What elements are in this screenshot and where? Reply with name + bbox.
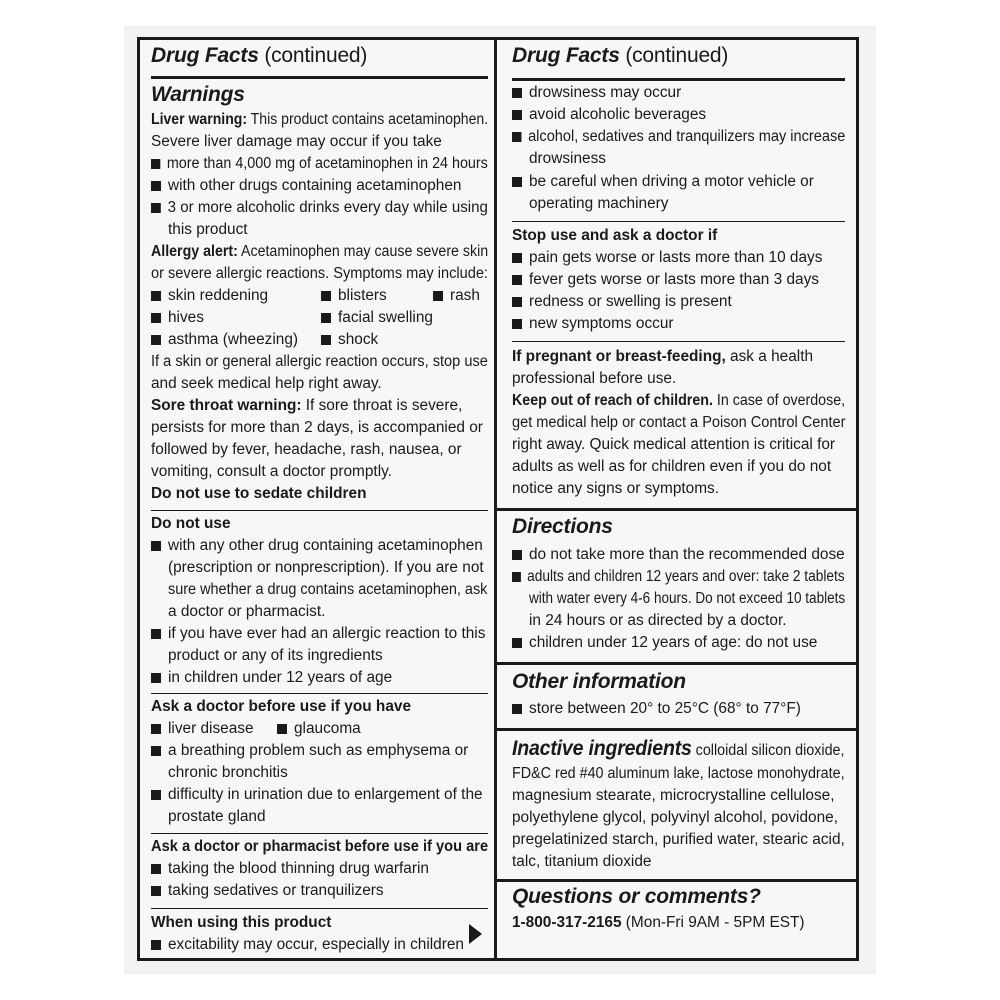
keep-out-label: Keep out of reach of children. bbox=[512, 392, 713, 409]
section-rule bbox=[151, 510, 488, 511]
inactive-line: talc, titanium dioxide bbox=[512, 853, 652, 870]
bullet-square-icon bbox=[151, 159, 160, 169]
bullet-square-icon bbox=[321, 335, 331, 345]
list-item-text: new symptoms occur bbox=[529, 315, 674, 332]
section-rule bbox=[151, 908, 488, 909]
bullet-square-icon bbox=[512, 275, 522, 285]
list-item-text: taking sedatives or tranquilizers bbox=[168, 882, 384, 899]
list-item-text: difficulty in urination due to enlargement of the bbox=[168, 786, 483, 803]
keep-out-line1 bbox=[512, 390, 845, 412]
section-rule-heavy bbox=[497, 662, 859, 665]
sore-throat-line: followed by fever, headache, rash, nausea, or bbox=[151, 441, 462, 458]
sore-throat-line1 bbox=[151, 395, 462, 417]
inactive-ingredients-title: Inactive ingredients bbox=[512, 737, 692, 760]
list-item-text: avoid alcoholic beverages bbox=[529, 106, 707, 123]
bullet-square-icon bbox=[151, 746, 161, 756]
continued-text: (continued) bbox=[625, 44, 729, 67]
inactive-line: FD&C red #40 aluminum lake, lactose monohydrate, bbox=[512, 765, 845, 782]
list-item bbox=[151, 623, 485, 645]
list-item bbox=[512, 104, 706, 126]
inactive-line: polyethylene glycol, polyvinyl alcohol, povidone, bbox=[512, 809, 838, 826]
other-info-title: Other information bbox=[512, 670, 686, 693]
list-item bbox=[151, 535, 483, 557]
drug-facts-title: Drug Facts bbox=[512, 44, 620, 67]
pregnant-line1 bbox=[512, 346, 813, 368]
symptom-item bbox=[321, 329, 378, 351]
list-item-text: alcohol, sedatives and tranquilizers may increase bbox=[528, 128, 846, 145]
bullet-square-icon bbox=[321, 291, 331, 301]
list-item-text: store between 20° to 25°C (68° to 77°F) bbox=[529, 700, 801, 717]
warnings-title: Warnings bbox=[151, 83, 245, 106]
symptom-text: blisters bbox=[338, 287, 387, 304]
liver-warning-line1 bbox=[151, 109, 488, 131]
list-item-text: more than 4,000 mg of acetaminophen in 24 hours bbox=[166, 155, 488, 172]
symptom-item bbox=[151, 307, 204, 329]
list-item bbox=[512, 126, 845, 148]
list-item bbox=[512, 313, 674, 335]
phone-number: 1-800-317-2165 bbox=[512, 914, 622, 931]
bullet-square-icon bbox=[512, 177, 522, 187]
list-item-cont: sure whether a drug contains acetaminophen, ask bbox=[168, 581, 488, 598]
liver-warning-label: Liver warning: bbox=[151, 111, 248, 128]
list-item bbox=[512, 698, 801, 720]
list-item bbox=[512, 291, 732, 313]
bullet-square-icon bbox=[512, 319, 522, 329]
sore-throat-line: persists for more than 2 days, is accompanied or bbox=[151, 419, 483, 436]
inactive-line: pregelatinized starch, purified water, stearic acid, bbox=[512, 831, 845, 848]
list-item-text: taking the blood thinning drug warfarin bbox=[168, 860, 429, 877]
keep-out-line: notice any signs or symptoms. bbox=[512, 480, 719, 497]
symptom-text: shock bbox=[338, 331, 379, 348]
bullet-square-icon bbox=[151, 335, 161, 345]
symptom-item bbox=[151, 329, 298, 351]
list-item bbox=[512, 269, 819, 291]
bullet-square-icon bbox=[512, 110, 522, 120]
list-item bbox=[512, 171, 814, 193]
list-item-cont: drowsiness bbox=[529, 150, 606, 167]
symptom-item bbox=[321, 285, 387, 307]
section-rule bbox=[151, 833, 488, 834]
list-item bbox=[277, 718, 361, 740]
pregnant-label: If pregnant or breast-feeding, bbox=[512, 348, 726, 365]
list-item bbox=[512, 247, 822, 269]
ask-doctor-title: Ask a doctor before use if you have bbox=[151, 698, 412, 715]
keep-out-line: adults as well as for children even if you do not bbox=[512, 458, 832, 475]
do-not-use-title: Do not use bbox=[151, 515, 231, 532]
list-item-text: with other drugs containing acetaminophen bbox=[168, 177, 462, 194]
bullet-square-icon bbox=[151, 203, 161, 213]
list-item bbox=[512, 82, 681, 104]
symptom-item bbox=[151, 285, 268, 307]
section-rule bbox=[151, 693, 488, 694]
list-item-cont: in 24 hours or as directed by a doctor. bbox=[529, 612, 787, 629]
column-divider bbox=[494, 37, 497, 961]
ask-pharmacist-title: Ask a doctor or pharmacist before use if you are bbox=[151, 838, 489, 855]
symptom-text: rash bbox=[450, 287, 480, 304]
list-item-text: adults and children 12 years and over: take 2 tablets bbox=[527, 568, 845, 585]
list-item-text: in children under 12 years of age bbox=[168, 669, 393, 686]
phone-hours: (Mon-Fri 9AM - 5PM EST) bbox=[621, 914, 805, 931]
bullet-square-icon bbox=[512, 550, 522, 560]
bullet-square-icon bbox=[512, 638, 522, 648]
list-item-cont: operating machinery bbox=[529, 195, 669, 212]
keep-out-line: get medical help or contact a Poison Control Center bbox=[512, 414, 846, 431]
bullet-square-icon bbox=[151, 790, 161, 800]
questions-title: Questions or comments? bbox=[512, 885, 761, 908]
bullet-square-icon bbox=[512, 88, 522, 98]
list-item bbox=[151, 784, 483, 806]
symptom-text: asthma (wheezing) bbox=[168, 331, 299, 348]
continued-text: (continued) bbox=[264, 44, 368, 67]
list-item bbox=[151, 740, 468, 762]
directions-title: Directions bbox=[512, 515, 613, 538]
list-item-text: liver disease bbox=[168, 720, 254, 737]
header-rule bbox=[151, 76, 488, 79]
list-item bbox=[151, 667, 392, 689]
bullet-square-icon bbox=[151, 181, 161, 191]
section-rule-heavy bbox=[497, 508, 859, 511]
list-item-cont: product or any of its ingredients bbox=[168, 647, 383, 664]
allergy-after-line2: and seek medical help right away. bbox=[151, 375, 382, 392]
bullet-square-icon bbox=[151, 541, 161, 551]
liver-warning-text: This product contains acetaminophen. bbox=[247, 111, 489, 128]
drug-facts-title: Drug Facts bbox=[151, 44, 259, 67]
left-header bbox=[151, 45, 367, 67]
bullet-square-icon bbox=[321, 313, 331, 323]
bullet-square-icon bbox=[151, 724, 161, 734]
sore-throat-line: vomiting, consult a doctor promptly. bbox=[151, 463, 392, 480]
list-item-text: if you have ever had an allergic reaction to this bbox=[168, 625, 486, 642]
list-item-cont: this product bbox=[168, 221, 248, 238]
bullet-square-icon bbox=[512, 704, 522, 714]
list-item-text: excitability may occur, especially in children bbox=[168, 936, 464, 953]
sore-throat-text: If sore throat is severe, bbox=[301, 397, 463, 414]
list-item-text: a breathing problem such as emphysema or bbox=[168, 742, 469, 759]
bullet-square-icon bbox=[512, 572, 521, 582]
right-header bbox=[512, 45, 728, 67]
list-item-cont: prostate gland bbox=[168, 808, 266, 825]
list-item bbox=[151, 858, 429, 880]
list-item-text: fever gets worse or lasts more than 3 days bbox=[529, 271, 819, 288]
symptom-item bbox=[433, 285, 480, 307]
bullet-square-icon bbox=[151, 291, 161, 301]
list-item-text: redness or swelling is present bbox=[529, 293, 732, 310]
continue-arrow-icon bbox=[469, 924, 482, 944]
list-item bbox=[512, 544, 845, 566]
when-using-title: When using this product bbox=[151, 914, 332, 931]
phone-line bbox=[512, 912, 805, 934]
section-rule-heavy bbox=[497, 879, 859, 882]
list-item bbox=[151, 880, 384, 902]
bullet-square-icon bbox=[512, 132, 521, 142]
bullet-square-icon bbox=[277, 724, 287, 734]
list-item bbox=[151, 175, 461, 197]
allergy-alert-line1 bbox=[151, 241, 488, 263]
section-rule-heavy bbox=[497, 728, 859, 731]
list-item-text: children under 12 years of age: do not use bbox=[529, 634, 818, 651]
list-item-text: pain gets worse or lasts more than 10 days bbox=[529, 249, 823, 266]
list-item-text: 3 or more alcoholic drinks every day while using bbox=[167, 199, 488, 216]
stop-use-title: Stop use and ask a doctor if bbox=[512, 227, 718, 244]
keep-out-line: right away. Quick medical attention is critical for bbox=[512, 436, 836, 453]
pregnant-line2: professional before use. bbox=[512, 370, 677, 387]
list-item bbox=[151, 197, 488, 219]
section-rule bbox=[512, 341, 845, 342]
bullet-square-icon bbox=[151, 629, 161, 639]
bullet-square-icon bbox=[151, 940, 161, 950]
list-item-text: be careful when driving a motor vehicle or bbox=[529, 173, 814, 190]
pregnant-text: ask a health bbox=[725, 348, 814, 365]
list-item-text: with any other drug containing acetaminophen bbox=[168, 537, 483, 554]
list-item bbox=[151, 153, 488, 175]
inactive-text: colloidal silicon dioxide, bbox=[691, 742, 845, 759]
header-rule bbox=[512, 78, 845, 81]
symptom-text: facial swelling bbox=[338, 309, 433, 326]
list-item-cont: chronic bronchitis bbox=[168, 764, 288, 781]
sedate-warning: Do not use to sedate children bbox=[151, 485, 367, 502]
list-item bbox=[512, 566, 845, 588]
inactive-line: magnesium stearate, microcrystalline cellulose, bbox=[512, 787, 835, 804]
list-item-text: do not take more than the recommended dose bbox=[529, 546, 845, 563]
list-item-text: drowsiness may occur bbox=[529, 84, 682, 101]
bullet-square-icon bbox=[512, 297, 522, 307]
sore-throat-label: Sore throat warning: bbox=[151, 397, 302, 414]
bullet-square-icon bbox=[151, 313, 161, 323]
list-item-text: glaucoma bbox=[294, 720, 361, 737]
bullet-square-icon bbox=[151, 864, 161, 874]
allergy-alert-label: Allergy alert: bbox=[151, 243, 238, 260]
allergy-after-line1: If a skin or general allergic reaction occurs, stop use bbox=[151, 353, 488, 370]
list-item bbox=[512, 632, 817, 654]
list-item-cont: with water every 4-6 hours. Do not exceed 10 tablets bbox=[529, 590, 846, 607]
section-rule bbox=[512, 221, 845, 222]
bullet-square-icon bbox=[151, 673, 161, 683]
allergy-alert-text: Acetaminophen may cause severe skin bbox=[237, 243, 489, 260]
inactive-line1 bbox=[512, 738, 844, 762]
symptom-text: skin reddening bbox=[168, 287, 269, 304]
keep-out-text: In case of overdose, bbox=[712, 392, 846, 409]
list-item-cont: a doctor or pharmacist. bbox=[168, 603, 326, 620]
liver-warning-line2: Severe liver damage may occur if you take bbox=[151, 133, 442, 150]
allergy-alert-line2: or severe allergic reactions. Symptoms may include: bbox=[151, 265, 488, 282]
list-item bbox=[151, 934, 464, 956]
symptom-item bbox=[321, 307, 433, 329]
list-item bbox=[151, 718, 254, 740]
list-item-cont: (prescription or nonprescription). If you are not bbox=[168, 559, 484, 576]
bullet-square-icon bbox=[512, 253, 522, 263]
bullet-square-icon bbox=[433, 291, 443, 301]
bullet-square-icon bbox=[151, 886, 161, 896]
symptom-text: hives bbox=[168, 309, 204, 326]
